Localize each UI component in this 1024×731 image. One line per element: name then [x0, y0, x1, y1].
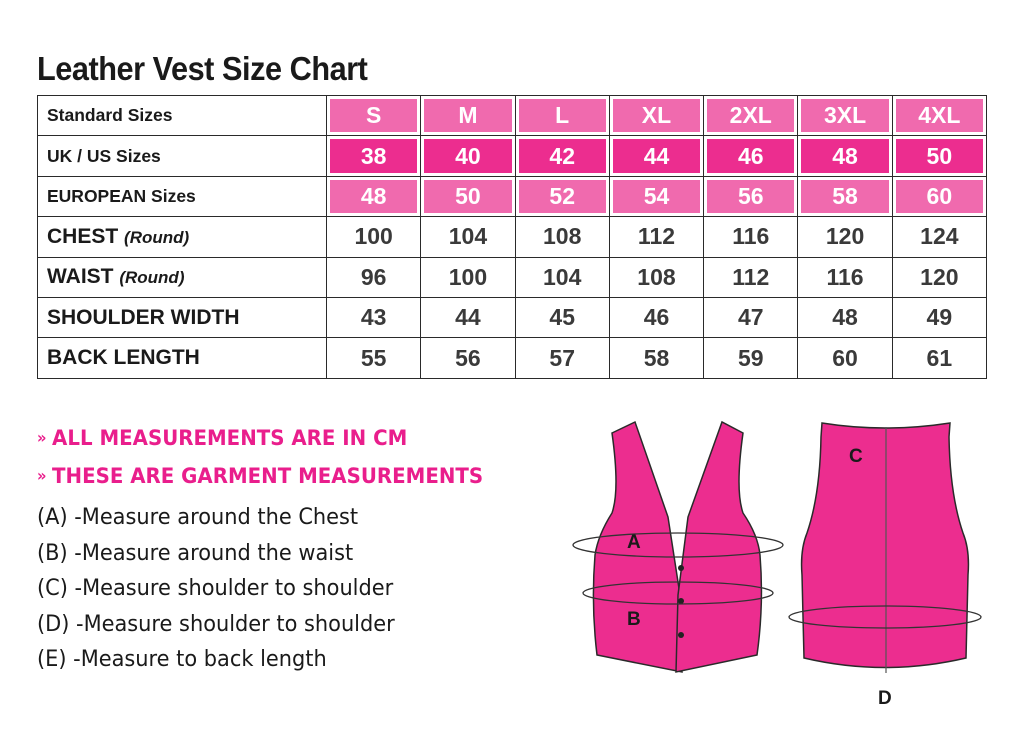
measurement-cell: 116: [704, 217, 798, 257]
size-cell: 52: [519, 180, 606, 213]
row-waist: [38, 257, 987, 297]
measurement-cell: 48: [798, 297, 892, 337]
back-vest-illustration: [789, 423, 981, 709]
row-note: (Round): [119, 268, 185, 288]
page-title: Leather Vest Size Chart: [37, 50, 368, 87]
measurement-cell: 104: [515, 257, 609, 297]
measurement-cell: 124: [892, 217, 986, 257]
measurement-cell: 100: [421, 257, 515, 297]
measurement-cell: 61: [892, 338, 986, 378]
size-cell: 46: [707, 139, 794, 172]
note-units: » ALL MEASUREMENTS ARE IN CM: [37, 426, 408, 451]
size-cell: 54: [613, 180, 700, 213]
row-label: EUROPEAN Sizes: [38, 176, 327, 216]
row-european-sizes: [38, 176, 987, 216]
measurement-cell: 96: [327, 257, 421, 297]
measurement-cell: 112: [609, 217, 703, 257]
instruction-c: (C) -Measure shoulder to shoulder: [37, 576, 394, 601]
measurement-cell: 46: [609, 297, 703, 337]
measurement-cell: 59: [704, 338, 798, 378]
instruction-e: (E) -Measure to back length: [37, 647, 327, 672]
size-cell: 4XL: [896, 99, 983, 132]
measurement-cell: 112: [704, 257, 798, 297]
row-label: WAIST (Round): [38, 257, 327, 297]
measurement-cell: 56: [421, 338, 515, 378]
measurement-cell: 45: [515, 297, 609, 337]
measurement-cell: 108: [609, 257, 703, 297]
size-cell: 2XL: [707, 99, 794, 132]
measurement-cell: 120: [798, 217, 892, 257]
label-a: A: [627, 532, 641, 553]
size-cell: 56: [707, 180, 794, 213]
measurement-cell: 43: [327, 297, 421, 337]
size-cell: L: [519, 99, 606, 132]
size-cell: 50: [424, 180, 511, 213]
note-garment: » THESE ARE GARMENT MEASUREMENTS: [37, 464, 484, 489]
row-shoulder-width: [38, 297, 987, 337]
size-cell: S: [330, 99, 417, 132]
vest-measurement-diagram: [560, 405, 990, 710]
label-d: D: [878, 688, 892, 709]
measurement-cell: 47: [704, 297, 798, 337]
row-uk-us-sizes: [38, 136, 987, 176]
size-cell: 40: [424, 139, 511, 172]
size-cell: 48: [801, 139, 888, 172]
measurement-cell: 57: [515, 338, 609, 378]
front-vest-illustration: [573, 422, 783, 672]
instruction-d: (D) -Measure shoulder to shoulder: [37, 611, 395, 637]
instruction-a: (A) -Measure around the Chest: [37, 505, 359, 530]
chevron-icon: »: [37, 466, 47, 485]
row-label: SHOULDER WIDTH: [38, 297, 327, 337]
size-cell: 38: [330, 139, 417, 172]
size-cell: M: [424, 99, 511, 132]
measurement-cell: 116: [798, 257, 892, 297]
row-label: UK / US Sizes: [38, 136, 327, 176]
measurement-cell: 100: [327, 217, 421, 257]
row-label: CHEST (Round): [38, 217, 327, 257]
measurement-notes: [37, 420, 522, 678]
row-note: (Round): [124, 227, 190, 247]
row-label: BACK LENGTH: [38, 338, 327, 378]
size-cell: 42: [519, 139, 606, 172]
measurement-cell: 120: [892, 257, 986, 297]
measurement-cell: 49: [892, 297, 986, 337]
size-cell: 3XL: [801, 99, 888, 132]
size-cell: 50: [896, 139, 983, 172]
row-chest: [38, 217, 987, 257]
size-cell: 58: [801, 180, 888, 213]
row-back-length: [38, 338, 987, 378]
size-table: [37, 95, 987, 379]
instruction-b: (B) -Measure around the waist: [37, 540, 354, 566]
measurement-cell: 58: [609, 338, 703, 378]
row-label: Standard Sizes: [38, 96, 327, 136]
measurement-cell: 44: [421, 297, 515, 337]
label-b: B: [627, 609, 641, 630]
size-cell: XL: [613, 99, 700, 132]
measurement-cell: 55: [327, 338, 421, 378]
row-standard-sizes: [38, 96, 987, 136]
size-cell: 48: [330, 180, 417, 213]
measurement-cell: 60: [798, 338, 892, 378]
measurement-cell: 104: [421, 217, 515, 257]
chevron-icon: »: [37, 428, 47, 447]
size-cell: 44: [613, 139, 700, 172]
label-c: C: [849, 446, 863, 467]
size-cell: 60: [896, 180, 983, 213]
measurement-cell: 108: [515, 217, 609, 257]
